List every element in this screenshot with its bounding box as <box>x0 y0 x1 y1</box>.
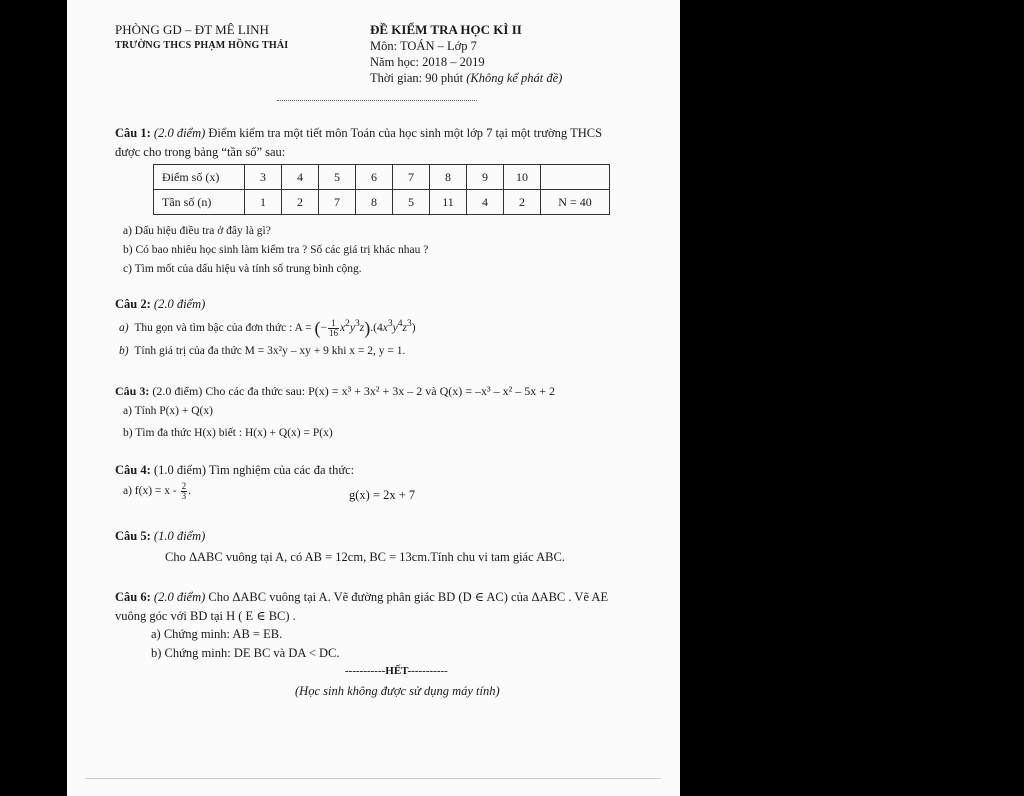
table-cell: 2 <box>504 190 541 215</box>
q2-points: (2.0 điểm) <box>153 297 206 311</box>
q3-part-b: b) Tìm đa thức H(x) biết : H(x) + Q(x) = P(x) <box>123 427 333 439</box>
q1-line1 <box>115 126 602 141</box>
q4-text: (1.0 điểm) Tìm nghiệm của các đa thức: <box>150 463 355 477</box>
q5-label: Câu 5: <box>115 529 151 543</box>
q2-part-a-prefix: a) <box>119 322 129 335</box>
q4-label: Câu 4: <box>115 463 151 477</box>
q1-points: (2.0 điểm) <box>153 126 206 140</box>
q1-text1: Điểm kiểm tra một tiết môn Toán của học sinh một lớp 7 tại một trường THCS <box>205 126 603 140</box>
monomial-expression: (− $\frac{1}{16}$ $x^2y^3z).(4x^3y^4z^3)$ <box>314 318 416 338</box>
q2-part-b-text: Tính giá trị của đa thức M = 3x²y – xy + 9 khi x = 2, y = 1. <box>134 345 406 357</box>
q6-label: Câu 6: <box>115 590 151 604</box>
bottom-divider <box>85 778 661 779</box>
q3-label: Câu 3: <box>115 384 150 398</box>
exam-year: Năm học: 2018 – 2019 <box>370 55 485 69</box>
table-cell: 4 <box>282 165 319 190</box>
q6-text2: vuông góc với BD tại H ( E ∈ BC) . <box>115 609 296 623</box>
q1-part-a: a) Dấu hiệu điều tra ở đây là gì? <box>123 225 271 237</box>
q1-text2: được cho trong bảng “tần số” sau: <box>115 145 286 159</box>
header-divider <box>277 100 477 101</box>
department-name: PHÒNG GD – ĐT MÊ LINH <box>115 22 269 37</box>
q4-part-a: a) f(x) = x - $\frac{2}{3}$ . <box>123 481 191 501</box>
table-cell: 7 <box>319 190 356 215</box>
exam-time-main: Thời gian: 90 phút <box>370 71 464 85</box>
q4-part-g: g(x) = 2x + 7 <box>349 488 416 502</box>
table-cell: 5 <box>319 165 356 190</box>
table-cell: Điểm số (x) <box>154 165 245 190</box>
exam-title: ĐỀ KIỂM TRA HỌC KÌ II <box>370 22 522 37</box>
table-row-frequency <box>154 190 610 215</box>
q3-part-a: a) Tính P(x) + Q(x) <box>123 405 213 417</box>
q5-points: (1.0 điểm) <box>153 529 206 543</box>
exam-header <box>370 22 562 86</box>
table-cell: Tần số (n) <box>154 190 245 215</box>
q1-part-c: c) Tìm mốt của dấu hiệu và tính số trung bình cộng. <box>123 263 362 275</box>
q6-part-a: a) Chứng minh: AB = EB. <box>151 627 283 641</box>
exam-time-note: (Không kể phát đề) <box>466 71 563 85</box>
q6-part-b: b) Chứng minh: DE BC và DA < DC. <box>151 646 340 660</box>
q5-heading <box>115 529 205 544</box>
q3-text: (2.0 điểm) Cho các đa thức sau: P(x) = x³ + 3x² + 3x – 2 và Q(x) = –x³ – x² – 5x + 2 <box>149 384 556 398</box>
table-cell: 3 <box>245 165 282 190</box>
exam-subject: Môn: TOÁN – Lớp 7 <box>370 39 477 53</box>
q2-part-b <box>119 345 405 357</box>
table-cell: N = 40 <box>541 190 610 215</box>
table-cell: 2 <box>282 190 319 215</box>
q2-part-a-text: Thu gọn và tìm bậc của đơn thức : A = <box>134 322 315 335</box>
table-row-scores <box>154 165 610 190</box>
fraction: $\frac{2}{3}$ <box>181 481 187 501</box>
q4-line <box>115 463 354 478</box>
table-cell: 11 <box>430 190 467 215</box>
q2-part-a <box>119 318 416 339</box>
table-cell: 6 <box>356 165 393 190</box>
q6-points: (2.0 điểm) <box>153 590 206 604</box>
q3-line <box>115 384 555 399</box>
table-cell <box>541 165 610 190</box>
calculator-note: (Học sinh không được sử dụng máy tính) <box>295 684 500 698</box>
table-cell: 1 <box>245 190 282 215</box>
q5-text: Cho ΔABC vuông tại A, có AB = 12cm, BC = 13cm.Tính chu vi tam giác ABC. <box>165 550 565 564</box>
end-marker: -----------HẾT----------- <box>345 665 448 677</box>
table-cell: 10 <box>504 165 541 190</box>
exam-page <box>67 0 680 796</box>
exam-time <box>370 70 562 86</box>
frequency-table <box>153 164 610 215</box>
table-cell: 4 <box>467 190 504 215</box>
q2-label: Câu 2: <box>115 297 151 311</box>
table-cell: 7 <box>393 165 430 190</box>
fraction: $\frac{1}{16}$ <box>328 318 338 338</box>
table-cell: 9 <box>467 165 504 190</box>
q2-heading <box>115 297 205 312</box>
q4-part-a-prefix: a) f(x) = x - <box>123 485 180 498</box>
q2-part-b-prefix: b) <box>119 345 129 357</box>
q1-part-b: b) Có bao nhiêu học sinh làm kiểm tra ? Số các giá trị khác nhau ? <box>123 244 429 256</box>
table-cell: 5 <box>393 190 430 215</box>
q6-text1: Cho ΔABC vuông tại A. Vẽ đường phân giác BD (D ∈ AC) của ΔABC . Vẽ AE <box>205 590 609 604</box>
school-name: TRƯỜNG THCS PHẠM HỒNG THÁI <box>115 40 289 51</box>
table-cell: 8 <box>430 165 467 190</box>
q1-label: Câu 1: <box>115 126 151 140</box>
table-cell: 8 <box>356 190 393 215</box>
q6-line1 <box>115 589 608 605</box>
